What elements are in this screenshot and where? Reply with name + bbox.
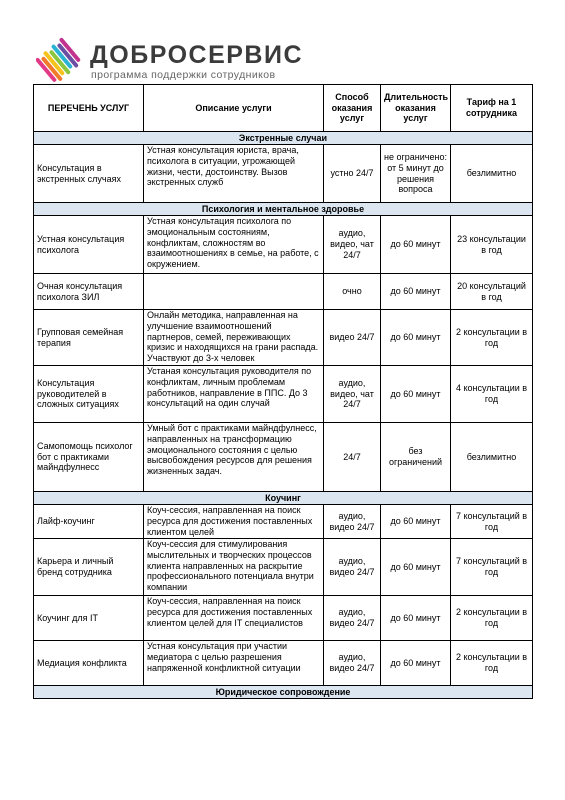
service-description-cell: Коуч-сессия для стимулирования мыслительных и творческих процессов клиента направленных на раскрытие профессионального потенциала внутри компании [144,539,324,596]
section-title: Психология и ментальное здоровье [34,203,533,216]
section-row [34,132,533,145]
service-name-cell: Карьера и личный бренд сотрудника [34,539,144,596]
service-name-cell: Устная консультация психолога [34,216,144,274]
service-description-cell: Умный бот с практиками майндфулнесс, направленных на трансформацию эмоционального состояния с целью высвобождения ресурсов для решения жизненных задач. [144,423,324,492]
service-name-cell: Лайф-коучинг [34,505,144,539]
service-name-cell: Групповая семейная терапия [34,310,144,366]
service-tariff-cell: 2 консультации в год [451,641,533,686]
service-tariff-cell: безлимитно [451,145,533,203]
service-tariff-cell: 2 консультации в год [451,596,533,641]
table-row [34,539,533,596]
header-method: Способ оказания услуг [324,85,381,132]
header-duration: Длительность оказания услуг [381,85,451,132]
service-method-cell: аудио, видео, чат 24/7 [324,216,381,274]
service-tariff-cell: 2 консультации в год [451,310,533,366]
service-description-cell [144,274,324,310]
brand-header [36,36,536,84]
service-name-cell: Консультация в экстренных случаях [34,145,144,203]
service-duration-cell: до 60 минут [381,596,451,641]
header-tariff: Тариф на 1 сотрудника [451,85,533,132]
service-name-cell: Коучинг для IT [34,596,144,641]
service-tariff-cell: безлимитно [451,423,533,492]
brand-name: ДОБРОСЕРВИС [90,41,303,69]
service-method-cell: очно [324,274,381,310]
table-row [34,366,533,423]
service-name-cell: Очная консультация психолога ЗИЛ [34,274,144,310]
section-row [34,492,533,505]
service-name-cell: Медиация конфликта [34,641,144,686]
service-method-cell: аудио, видео 24/7 [324,641,381,686]
service-tariff-cell: 23 консультации в год [451,216,533,274]
service-tariff-cell: 7 консультаций в год [451,539,533,596]
service-duration-cell: без ограничений [381,423,451,492]
table-row [34,274,533,310]
section-title: Юридическое сопровождение [34,686,533,699]
header-description: Описание услуги [144,85,324,132]
service-method-cell: аудио, видео, чат 24/7 [324,366,381,423]
service-description-cell: Коуч-сессия, направленная на поиск ресурса для достижения поставленных клиентом целей для IT специалистов [144,596,324,641]
service-method-cell: аудио, видео 24/7 [324,505,381,539]
brand-subtitle: программа поддержки сотрудников [91,69,276,81]
service-duration-cell: не ограничено: от 5 минут до решения вопроса [381,145,451,203]
section-row [34,203,533,216]
table-row [34,216,533,274]
service-method-cell: аудио, видео 24/7 [324,596,381,641]
service-duration-cell: до 60 минут [381,505,451,539]
service-duration-cell: до 60 минут [381,366,451,423]
services-table [33,84,533,699]
table-row [34,641,533,686]
service-name-cell: Самопомощь психолог бот с практиками майндфулнесс [34,423,144,492]
section-row [34,686,533,699]
table-body [34,132,533,699]
service-method-cell: аудио, видео 24/7 [324,539,381,596]
table-row [34,145,533,203]
table-row [34,310,533,366]
service-method-cell: видео 24/7 [324,310,381,366]
service-description-cell: Коуч-сессия, направленная на поиск ресурса для достижения поставленных клиентом целей [144,505,324,539]
service-description-cell: Устная консультация юриста, врача, психолога в ситуации, угрожающей жизни, чести, достоинству. Вызов экстренных служб [144,145,324,203]
service-tariff-cell: 20 консультаций в год [451,274,533,310]
section-title: Экстренные случаи [34,132,533,145]
service-method-cell: 24/7 [324,423,381,492]
table-header-row [34,85,533,132]
section-title: Коучинг [34,492,533,505]
service-description-cell: Онлайн методика, направленная на улучшение взаимоотношений партнеров, семей, переживающих кризис и находящихся на грани распада. Участвуют до 3-х человек [144,310,324,366]
service-tariff-cell: 4 консультации в год [451,366,533,423]
table-row [34,505,533,539]
header-services: ПЕРЕЧЕНЬ УСЛУГ [34,85,144,132]
service-description-cell: Устная консультация психолога по эмоциональным состояниям, конфликтам, сложностям во взаимоотношениях в семье, на работе, с окружением. [144,216,324,274]
service-duration-cell: до 60 минут [381,216,451,274]
service-name-cell: Консультация руководителей в сложных ситуациях [34,366,144,423]
service-description-cell: Устная консультация при участии медиатора с целью разрешения напряженной конфликтной ситуации [144,641,324,686]
table-row [34,596,533,641]
service-duration-cell: до 60 минут [381,310,451,366]
service-duration-cell: до 60 минут [381,539,451,596]
service-duration-cell: до 60 минут [381,641,451,686]
service-duration-cell: до 60 минут [381,274,451,310]
dobroservis-logo-icon [36,36,82,82]
service-description-cell: Устаная консультация руководителя по конфликтам, личным проблемам работников, направление в ППС. До 3 консультаций на один случай [144,366,324,423]
service-tariff-cell: 7 консультаций в год [451,505,533,539]
service-method-cell: устно 24/7 [324,145,381,203]
table-row [34,423,533,492]
